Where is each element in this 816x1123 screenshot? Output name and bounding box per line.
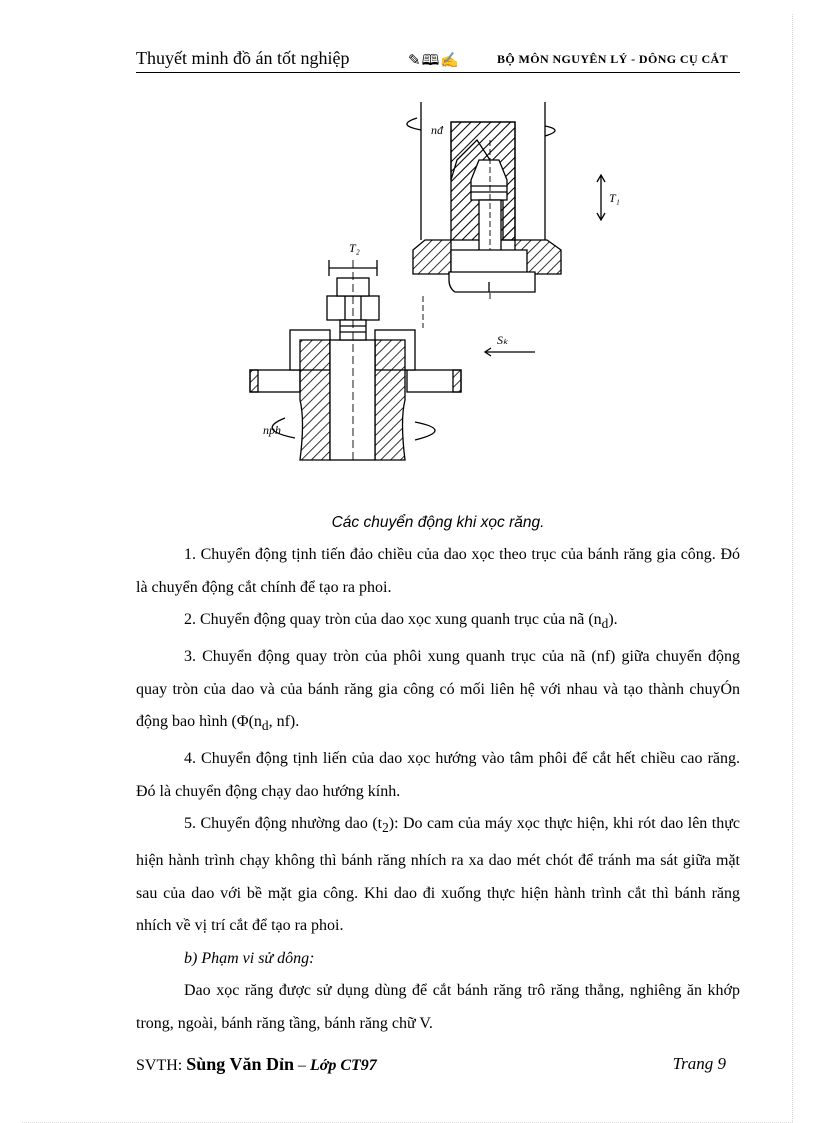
figure-caption: Các chuyển động khi xọc răng. [331,514,545,531]
class-label: Lớp CT97 [309,1057,377,1074]
paragraph-1: 1. Chuyển động tịnh tiến đảo chiều của dao xọc theo trục của bánh răng gia công. Đó là chuyển động cắt chính để tạo ra phoi. [136,546,740,596]
paragraph-5-tail: ): Do cam của máy xọc thực hiện, khi rót dao lên thực hiện hành trình chạy không thì bánh răng nhích ra xa dao mét chót để tránh ma sát giữa mặt sau của dao với bề mặt gia công. Khi dao đi xuống thực hiện hành trình cắt thì bánh răng nhích về vị trí cắt để tạo ra phoi. [136,815,740,935]
paragraph-3 [136,641,740,743]
label-nph: nph [263,423,281,437]
paragraph-5 [136,808,740,943]
body-text [136,539,740,1040]
paragraph-4: 4. Chuyển động tịnh liến của dao xọc hướng vào tâm phôi để cắt hết chiều cao răng. Đó là chuyển động chạy dao hướng kính. [136,749,740,800]
paragraph-2-text: 2. Chuyển động quay tròn của dao xọc xung quanh trục của nã (n [184,611,602,629]
paragraph-3-text: 3. Chuyển động quay tròn của phôi xung quanh trục của nã (nf) giữa chuyển động quay tròn của dao và của bánh răng gia công có mối liên hệ với nhau và tạo thành chuyÓn động bao hình (Φ(n [136,647,740,731]
footer-dash: – [293,1057,310,1074]
paragraph-6: Dao xọc răng được sử dụng dùng để cắt bánh răng trô răng thẳng, nghiêng ăn khớp trong, ngoài, bánh răng tầng, bánh răng chữ V. [136,982,740,1032]
paragraph-5-text: 5. Chuyển động nhường dao (t [184,815,383,833]
label-sk: Sₖ [497,333,509,347]
label-t1: T₁ [609,191,620,205]
paragraph-2-tail: ). [608,611,618,629]
paragraph-2 [136,604,740,641]
page-footer [136,1050,740,1080]
header-ornament-icon: ✎🕮✍ [408,53,460,69]
gear-shaping-diagram [245,100,635,468]
header-title: Thuyết minh đồ án tốt nghiệp [136,48,350,68]
page-header [136,48,740,73]
subscript: d [261,718,269,734]
label-nd: nđ [431,123,443,137]
subscript: d [601,616,609,632]
header-department: BỘ MÔN NGUYÊN LÝ - DÔNG CỤ CẮT [497,52,728,66]
page-number: Trang 9 [672,1054,726,1073]
footer-prefix: SVTH: [136,1057,187,1074]
section-subheading: b) Phạm vi sử dông: [184,949,315,967]
student-name: Sùng Văn Dỉn [186,1054,294,1074]
paragraph-3-tail: , nf). [268,713,300,731]
label-t2: T₂ [349,241,360,255]
subscript: 2 [382,820,389,836]
footer-student [136,1054,377,1075]
